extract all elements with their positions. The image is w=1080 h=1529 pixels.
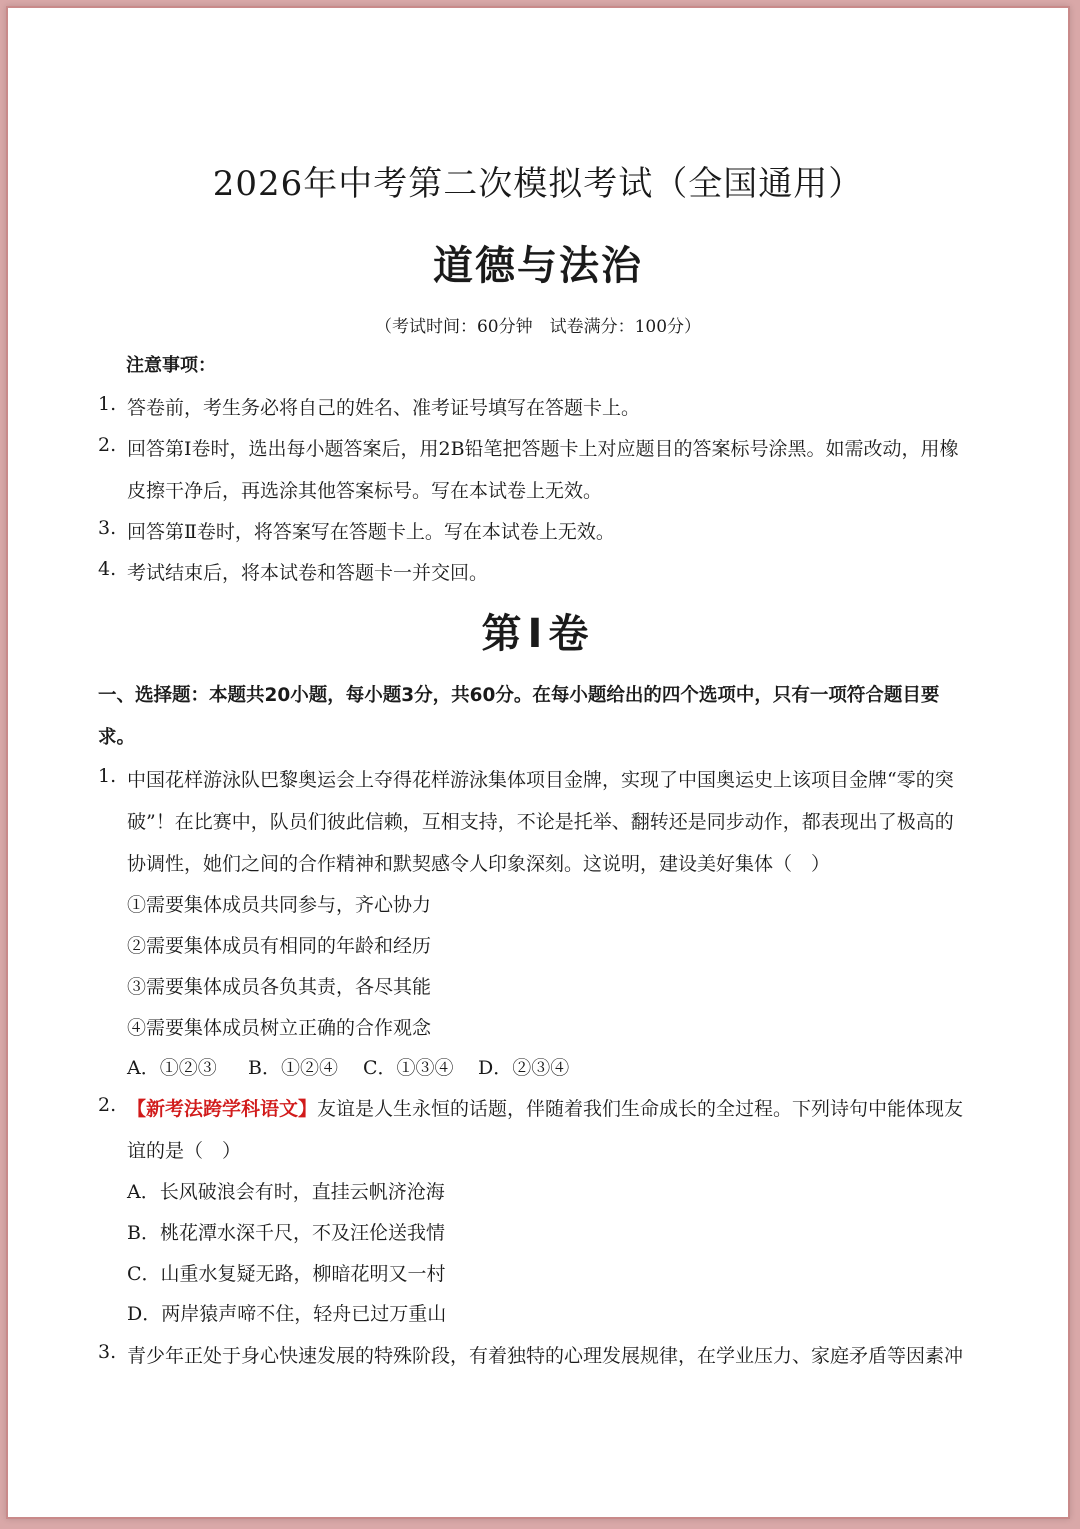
note-text: 回答第Ⅱ卷时，将答案写在答题卡上。写在本试卷上无效。 [127,521,615,543]
option-a: A．①②③ [127,1057,217,1079]
question-stem: 谊的是（ ） [127,1140,242,1162]
option-a: A．长风破浪会有时，直挂云帆济沧海 [127,1181,445,1203]
question-stem: 协调性，她们之间的合作精神和默契感令人印象深刻。这说明，建设美好集体（ ） [127,853,831,875]
option-d: D．②③④ [478,1057,570,1079]
question-stem: 青少年正处于身心快速发展的特殊阶段，有着独特的心理发展规律，在学业压力、家庭矛盾等因素冲 [127,1345,964,1367]
note-text: 答卷前，考生务必将自己的姓名、准考证号填写在答题卡上。 [127,397,641,419]
note-number: 1. [98,393,117,415]
statement: ④需要集体成员树立正确的合作观念 [127,1017,432,1039]
question-stem: 中国花样游泳队巴黎奥运会上夺得花样游泳集体项目金牌，实现了中国奥运史上该项目金牌“零的突 [127,769,954,791]
section-heading: 求。 [98,727,136,748]
notes-heading: 注意事项： [126,355,216,376]
question-stem [127,1094,963,1121]
exam-page [6,6,1070,1519]
statement: ①需要集体成员共同参与，齐心协力 [127,894,432,916]
option-b: B．桃花潭水深千尺，不及汪伦送我情 [127,1222,445,1244]
option-b: B．①②④ [248,1057,338,1079]
statement: ②需要集体成员有相同的年龄和经历 [127,935,432,957]
statement: ③需要集体成员各负其责，各尽其能 [127,976,432,998]
note-number: 4. [98,558,117,580]
option-d: D．两岸猿声啼不住，轻舟已过万重山 [127,1303,447,1325]
question-number: 2. [98,1094,117,1116]
note-text: 回答第Ⅰ卷时，选出每小题答案后，用2B铅笔把答题卡上对应题目的答案标号涂黑。如需改动，用橡 [127,438,959,460]
question-stem: 破”！在比赛中，队员们彼此信赖，互相支持，不论是托举、翻转还是同步动作，都表现出了极高的 [127,811,954,833]
question-stem-rest: 友谊是人生永恒的话题，伴随着我们生命成长的全过程。下列诗句中能体现友 [317,1098,964,1120]
note-number: 2. [98,434,117,456]
exam-info: （考试时间：60分钟 试卷满分：100分） [374,317,702,337]
option-c: C．①③④ [363,1057,454,1079]
exam-title: 2026年中考第二次模拟考试（全国通用） [212,164,864,204]
note-text: 皮擦干净后，再选涂其他答案标号。写在本试卷上无效。 [127,480,603,502]
question-tag: 【新考法跨学科语文】 [127,1098,318,1120]
note-number: 3. [98,517,117,539]
volume-title: 第Ⅰ卷 [481,611,595,657]
subject-title: 道德与法治 [433,243,643,289]
question-number: 1. [98,765,117,787]
option-c: C．山重水复疑无路，柳暗花明又一村 [127,1263,446,1285]
section-heading: 一、选择题：本题共20小题，每小题3分，共60分。在每小题给出的四个选项中，只有一项符合题目要 [98,685,940,706]
note-text: 考试结束后，将本试卷和答题卡一并交回。 [127,562,489,584]
question-number: 3. [98,1341,117,1363]
